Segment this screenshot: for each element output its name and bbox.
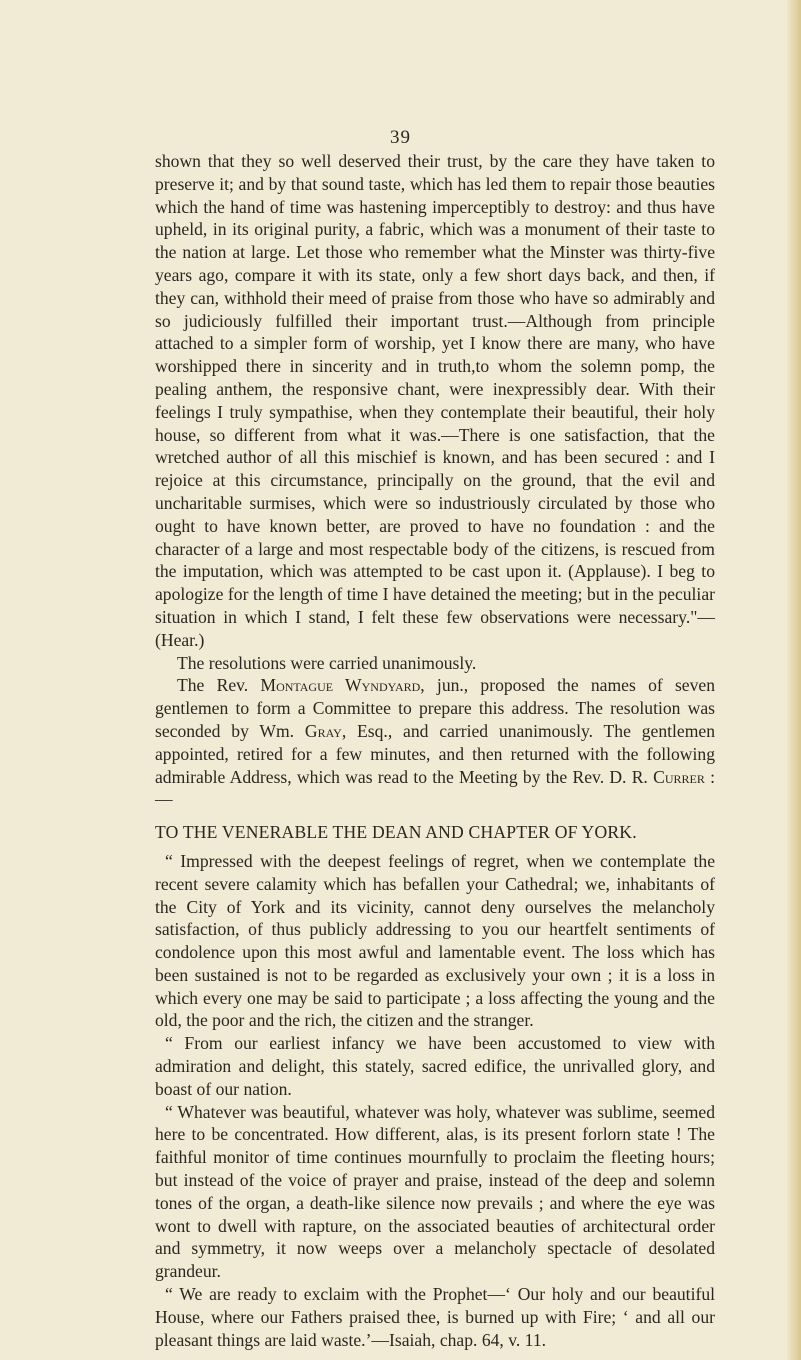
paragraph-speech: shown that they so well deserved their trust, by the care they have taken to preserve it; and by that sound taste, which has led them to repair those beauties which the hand of time was hastening imperceptibly to destroy: and thus have upheld, in its original purity, a fabric, which was a monument of their taste to the nation at large. Let those who remember what the Minster was thirty-five years ago, compare it with its state, only a few short days back, and then, if they can, withhold their meed of praise from those who have so admirably and so judiciously fulfilled their important trust.—Although from principle attached to a simpler form of worship, yet I know there are many, who have worshipped there in sincerity and in truth,to whom the solemn pomp, the pealing anthem, the responsive chant, were inexpressibly dear. With their feelings I truly sympathise, when they contemplate their beautiful, their holy house, so different from what it was.—There is one satisfaction, that the wretched author of all this mischief is known, and has been secured : and I rejoice at this circumstance, principally on the ground, that the evil and uncharitable surmises, which were so industriously circulated by those who ought to have known better, are proved to have no foundation : and the character of a large and most respectable body of the citizens, is rescued from the imputation, which was attempted to be cast upon it. (Applause). I beg to apologize for the length of time I have detained the meeting; but in the peculiar situation in which I stand, I felt these few observations were necessary."—(Hear.) [155,151,715,650]
committee-text-3: , Esq., and carried unanimously. The gentlemen appointed, retired for a few minutes, and then returned with the following admirable Address, which was read to the Meeting by the Rev. D. R. [155,720,715,787]
address-paragraph-4: “ We are ready to exclaim with the Prophet—‘ Our holy and our beautiful House, where our Fathers praised thee, is burned up with Fire; ‘ and all our pleasant things are laid waste.’—Isaiah, chap. 64, v. 11. [155,1284,715,1350]
committee-text-4: :— [155,766,715,810]
address-paragraph-1: “ Impressed with the deepest feelings of regret, when we contemplate the recent severe calamity which has befallen your Cathedral; we, inhabitants of the City of York and its vicinity, cannot deny ourselves the melancholy satisfaction, of thus publicly addressing to you our heartfelt sentiments of condolence upon this most awful and lamentable event. The loss which has been sustained is not to be regarded as exclusively your own ; it is a loss in which every one may be said to participate ; a loss affecting the young and the old, the poor and the rich, the citizen and the stranger. [155,850,715,1031]
address-heading: TO THE VENERABLE THE DEAN AND CHAPTER OF YORK. [155,822,637,843]
name-currer: Currer [653,766,705,787]
paragraph-committee [155,674,715,811]
paragraph-resolutions: The resolutions were carried unanimously. [177,652,477,673]
page-edge [787,0,801,1360]
committee-text-1: The Rev. [177,675,261,696]
name-wyndyard: Montague Wyndyard [260,675,421,696]
committee-text-2: , jun., proposed the names of seven gentlemen to form a Committee to prepare this address. The resolution was seconded by Wm. [155,675,716,741]
page-number: 39 [390,127,411,148]
address-paragraph-3: “ Whatever was beautiful, whatever was holy, whatever was sublime, seemed here to be concentrated. How different, alas, is its present forlorn state ! The faithful monitor of time continues mournfully to proclaim the fleeting hours; but instead of the voice of prayer and praise, instead of the deep and solemn tones of the organ, a death-like silence now prevails ; and where the eye was wont to dwell with rapture, on the associated beauties of architectural order and symmetry, it now weeps over a melancholy spectacle of desolated grandeur. [155,1101,715,1282]
body-text [155,150,715,1351]
name-gray: Gray [304,720,342,741]
address-paragraph-2: “ From our earliest infancy we have been accustomed to view with admiration and delight, this stately, sacred edifice, the unrivalled glory, and boast of our nation. [155,1033,715,1099]
